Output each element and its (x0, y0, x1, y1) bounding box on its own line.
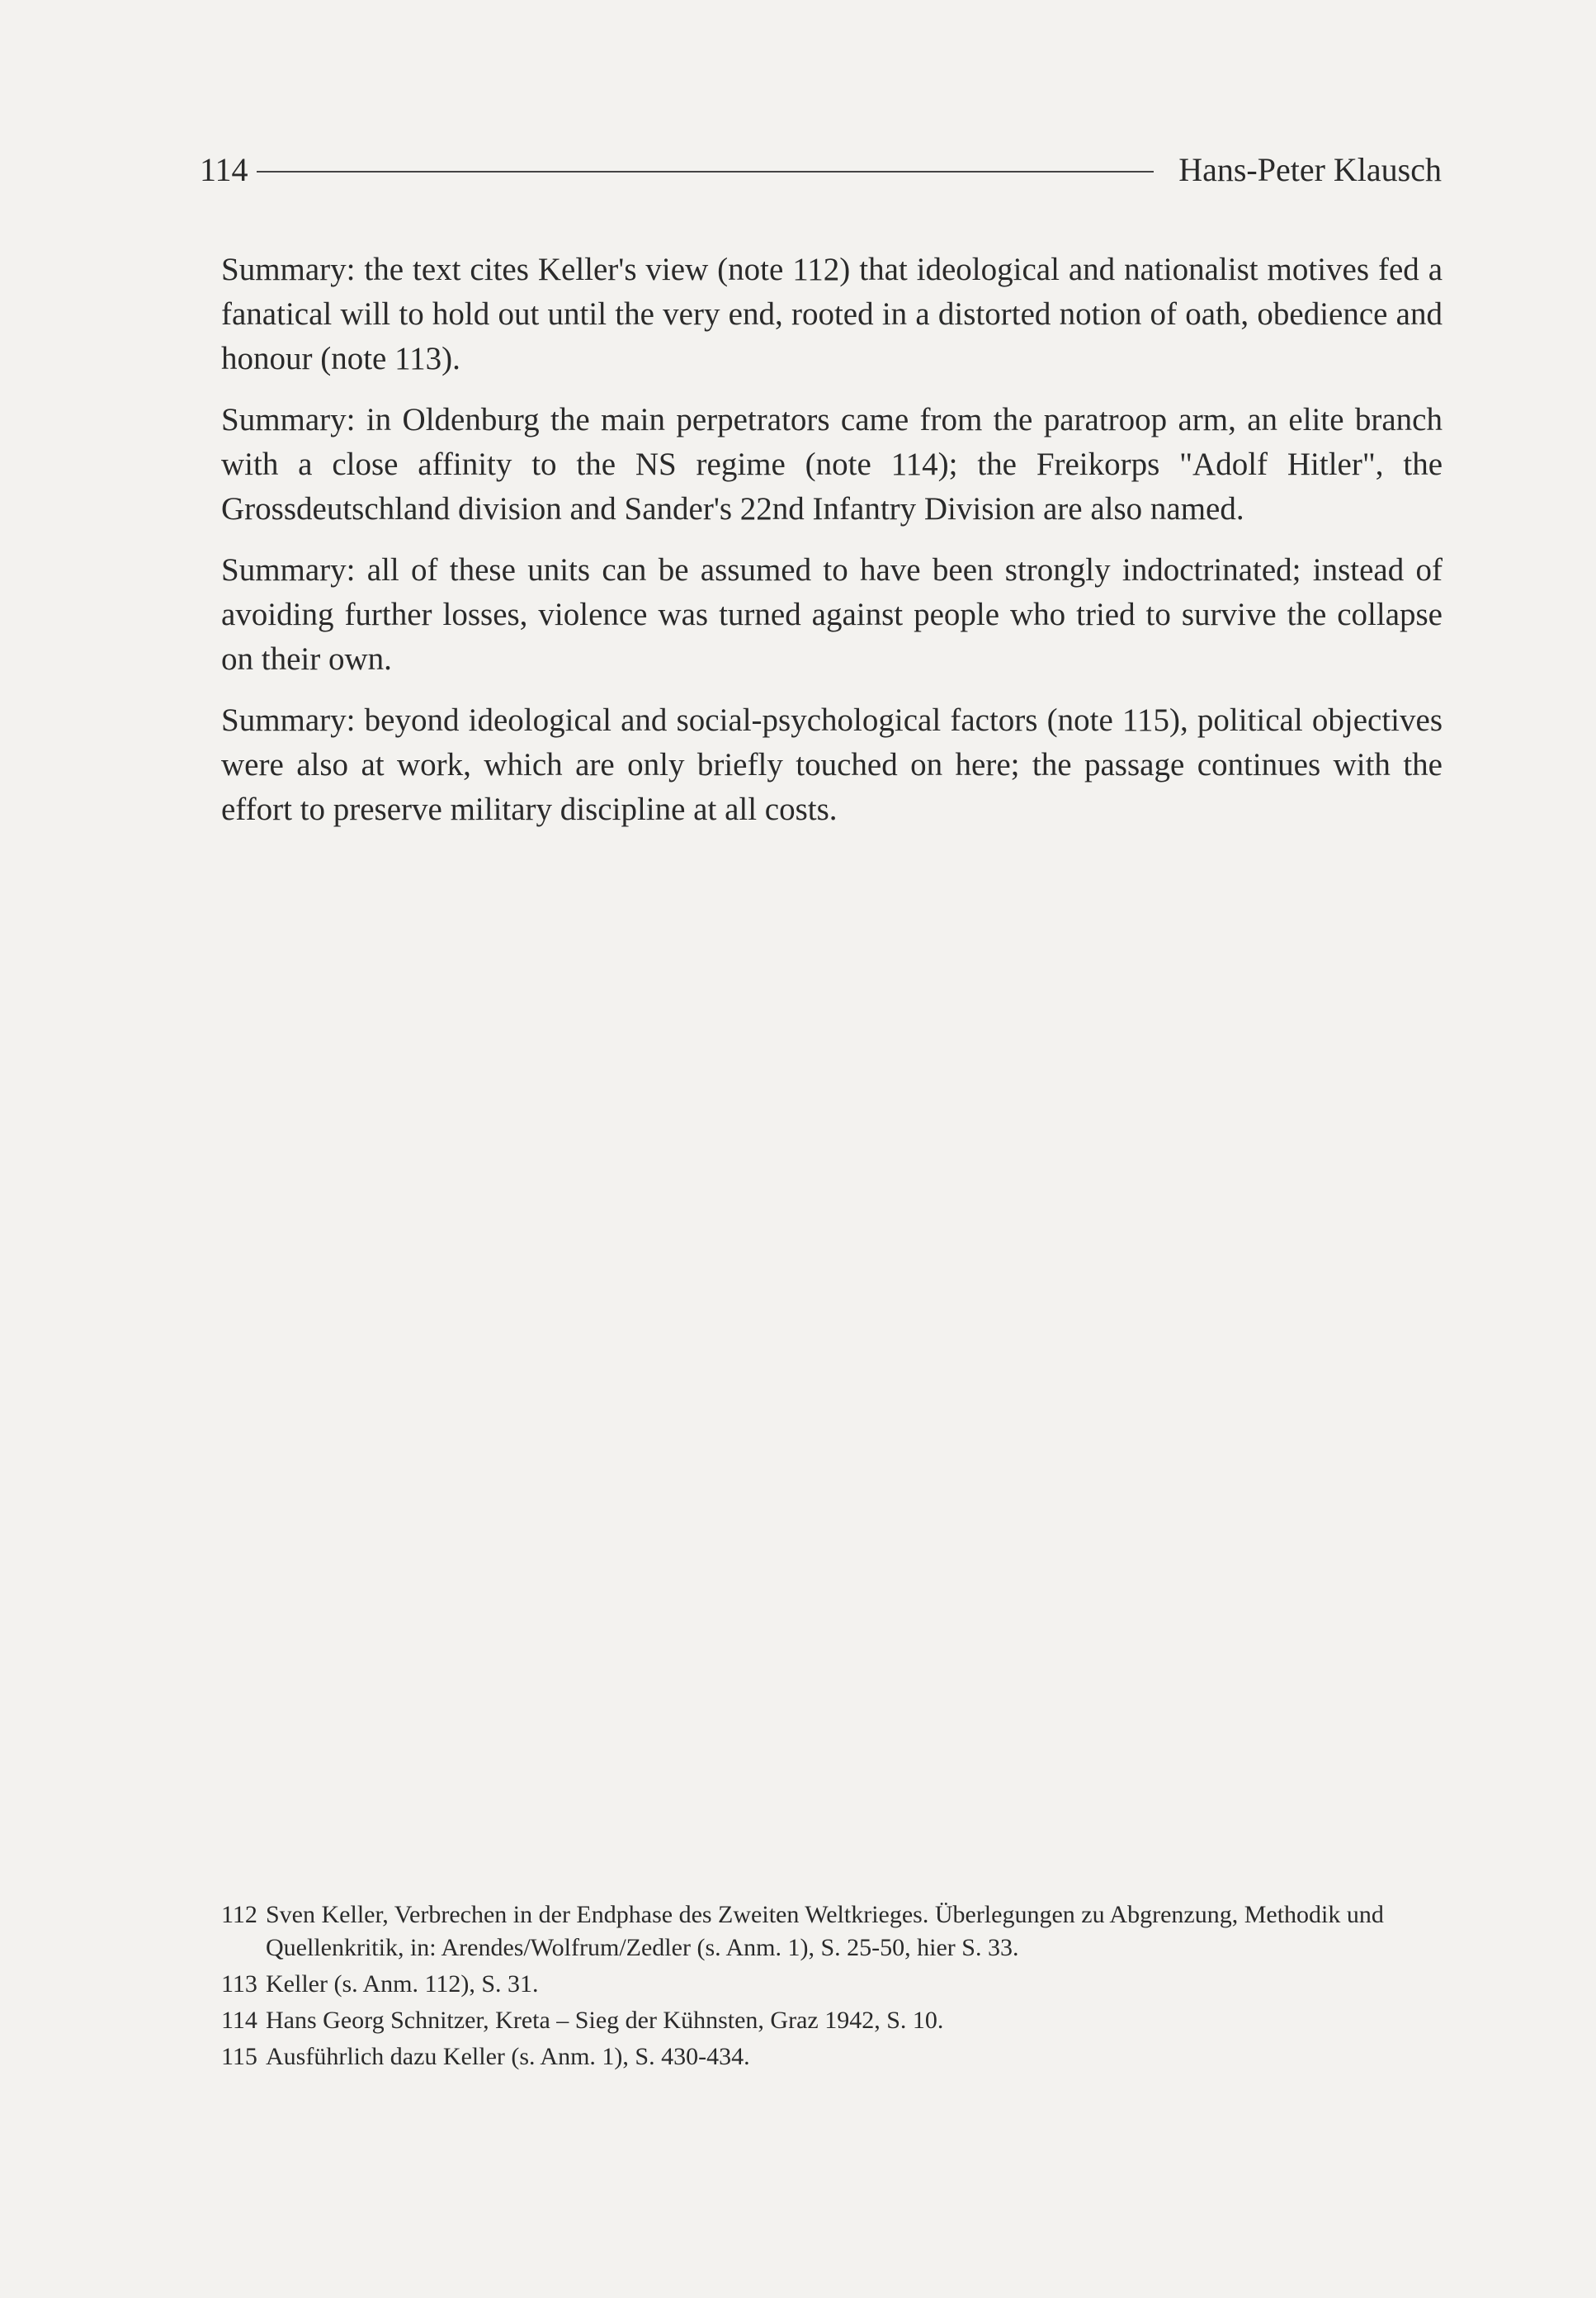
body-text (221, 248, 1443, 849)
footnote-text: Hans Georg Schnitzer, Kreta – Sieg der Kühnsten, Graz 1942, S. 10. (266, 2007, 944, 2034)
footnotes (221, 1898, 1443, 2077)
footnote-item (221, 1968, 1443, 2001)
footnote-text: Sven Keller, Verbrechen in der Endphase des Zweiten Weltkrieges. Überlegungen zu Abgrenzung, Methodik und Quellenkritik, in: Arendes/Wolfrum/Zedler (s. Anm. 1), S. 25-50, hier S. 33. (266, 1901, 1384, 1961)
footnote-number: 115 (221, 2043, 257, 2070)
footnote-text: Keller (s. Anm. 112), S. 31. (266, 1970, 539, 1998)
paragraph: Summary: in Oldenburg the main perpetrators came from the paratroop arm, an elite branch with a close affinity to the NS regime (note 114); the Freikorps "Adolf Hitler", the Grossdeutschland division and Sander's 22nd Infantry Division are also named. (221, 402, 1443, 527)
running-head-author: Hans-Peter Klausch (1178, 151, 1442, 188)
paragraph: Summary: all of these units can be assumed to have been strongly indoctrinated; instead of avoiding further losses, violence was turned against people who tried to survive the collapse on their own. (221, 552, 1443, 677)
footnote-number: 112 (221, 1901, 257, 1928)
paragraph: Summary: beyond ideological and social-psychological factors (note 115), political objectives were also at work, which are only briefly touched on here; the passage continues with the effort to preserve military discipline at all costs. (221, 702, 1443, 827)
running-header (200, 150, 1442, 190)
footnote-item (221, 2004, 1443, 2037)
page-number: 114 (200, 151, 248, 188)
footnote-number: 114 (221, 2007, 257, 2034)
footnote-item (221, 2040, 1443, 2073)
header-rule (257, 171, 1155, 173)
footnote-text: Ausführlich dazu Keller (s. Anm. 1), S. 430-434. (266, 2043, 750, 2070)
footnote-number: 113 (221, 1970, 257, 1998)
footnote-item (221, 1898, 1443, 1965)
paragraph: Summary: the text cites Keller's view (note 112) that ideological and nationalist motives fed a fanatical will to hold out until the very end, rooted in a distorted notion of oath, obedience and honour (note 113). (221, 252, 1443, 376)
